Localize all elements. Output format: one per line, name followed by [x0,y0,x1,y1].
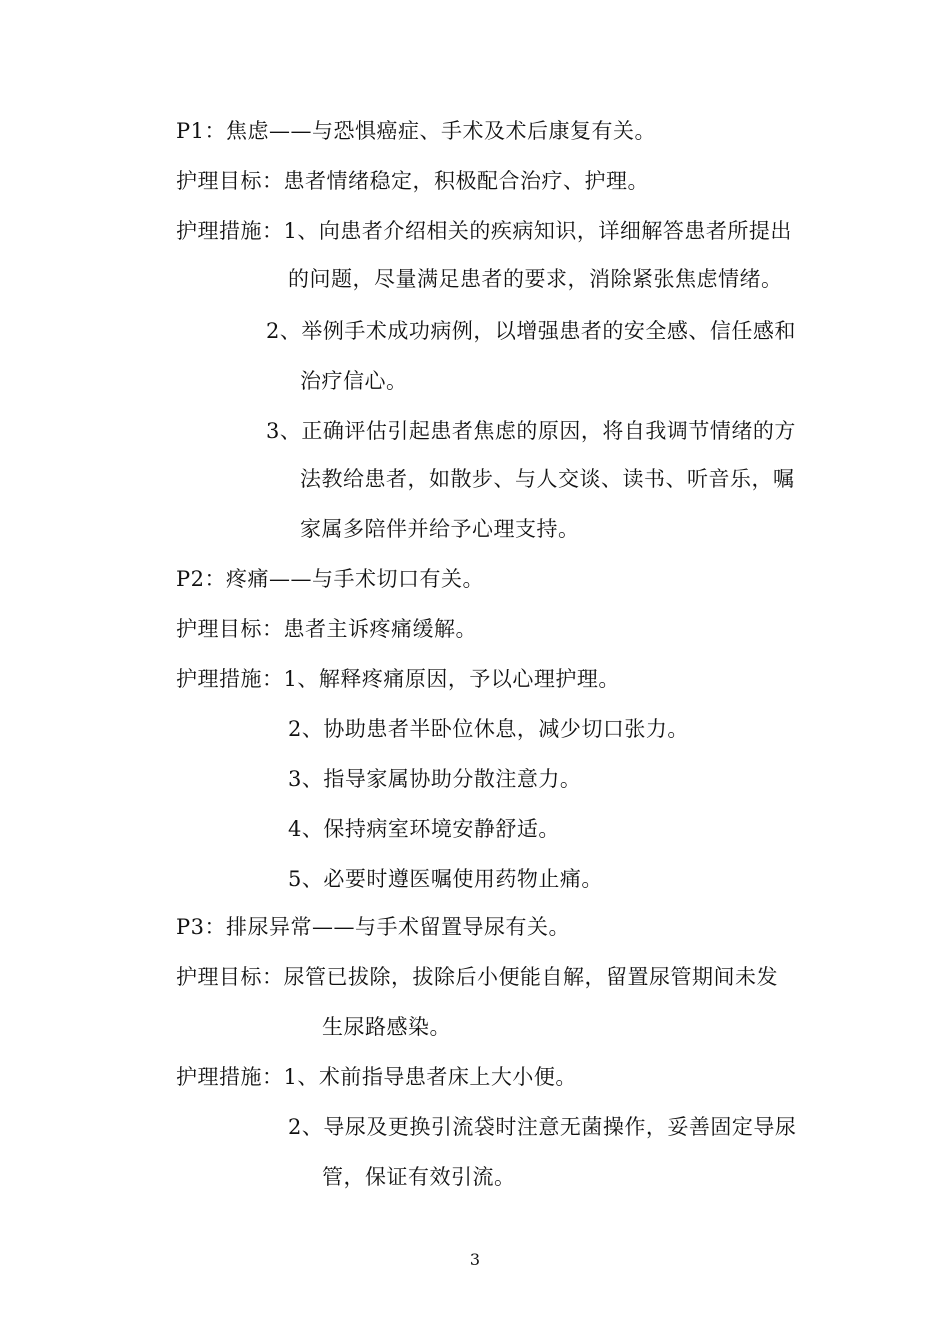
p3-measure-2: 2、导尿及更换引流袋时注意无菌操作，妥善固定导尿 [288,1115,797,1139]
p3-measure-1: 护理措施：1、术前指导患者床上大小便。 [176,1065,577,1089]
p1-measure-1: 护理措施：1、向患者介绍相关的疾病知识，详细解答患者所提出 [176,219,792,243]
p2-measure-2: 2、协助患者半卧位休息，减少切口张力。 [288,717,689,741]
p3-measure-2-cont: 管，保证有效引流。 [322,1165,516,1189]
p2-goal: 护理目标：患者主诉疼痛缓解。 [176,617,477,641]
p1-measure-3-cont-2: 家属多陪伴并给予心理支持。 [300,517,580,541]
p2-measure-3: 3、指导家属协助分散注意力。 [288,767,582,791]
p3-goal-cont: 生尿路感染。 [322,1015,451,1039]
p3-heading: P3：排尿异常——与手术留置导尿有关。 [176,915,570,939]
p3-goal: 护理目标：尿管已拔除，拔除后小便能自解，留置尿管期间未发 [176,965,778,989]
page-number: 3 [469,1250,481,1269]
p1-measure-3-cont-1: 法教给患者，如散步、与人交谈、读书、听音乐，嘱 [300,467,795,491]
p2-heading: P2：疼痛——与手术切口有关。 [176,567,484,591]
p1-measure-2-cont: 治疗信心。 [300,369,408,393]
p1-measure-1-cont: 的问题，尽量满足患者的要求，消除紧张焦虑情绪。 [288,267,783,291]
p1-heading: P1：焦虑——与恐惧癌症、手术及术后康复有关。 [176,119,656,143]
p2-measure-5: 5、必要时遵医嘱使用药物止痛。 [288,867,603,891]
p2-measure-4: 4、保持病室环境安静舒适。 [288,817,560,841]
p2-measure-1: 护理措施：1、解释疼痛原因，予以心理护理。 [176,667,620,691]
p1-measure-3: 3、正确评估引起患者焦虑的原因，将自我调节情绪的方 [266,419,796,443]
p1-goal: 护理目标：患者情绪稳定，积极配合治疗、护理。 [176,169,649,193]
p1-measure-2: 2、举例手术成功病例，以增强患者的安全感、信任感和 [266,319,796,343]
